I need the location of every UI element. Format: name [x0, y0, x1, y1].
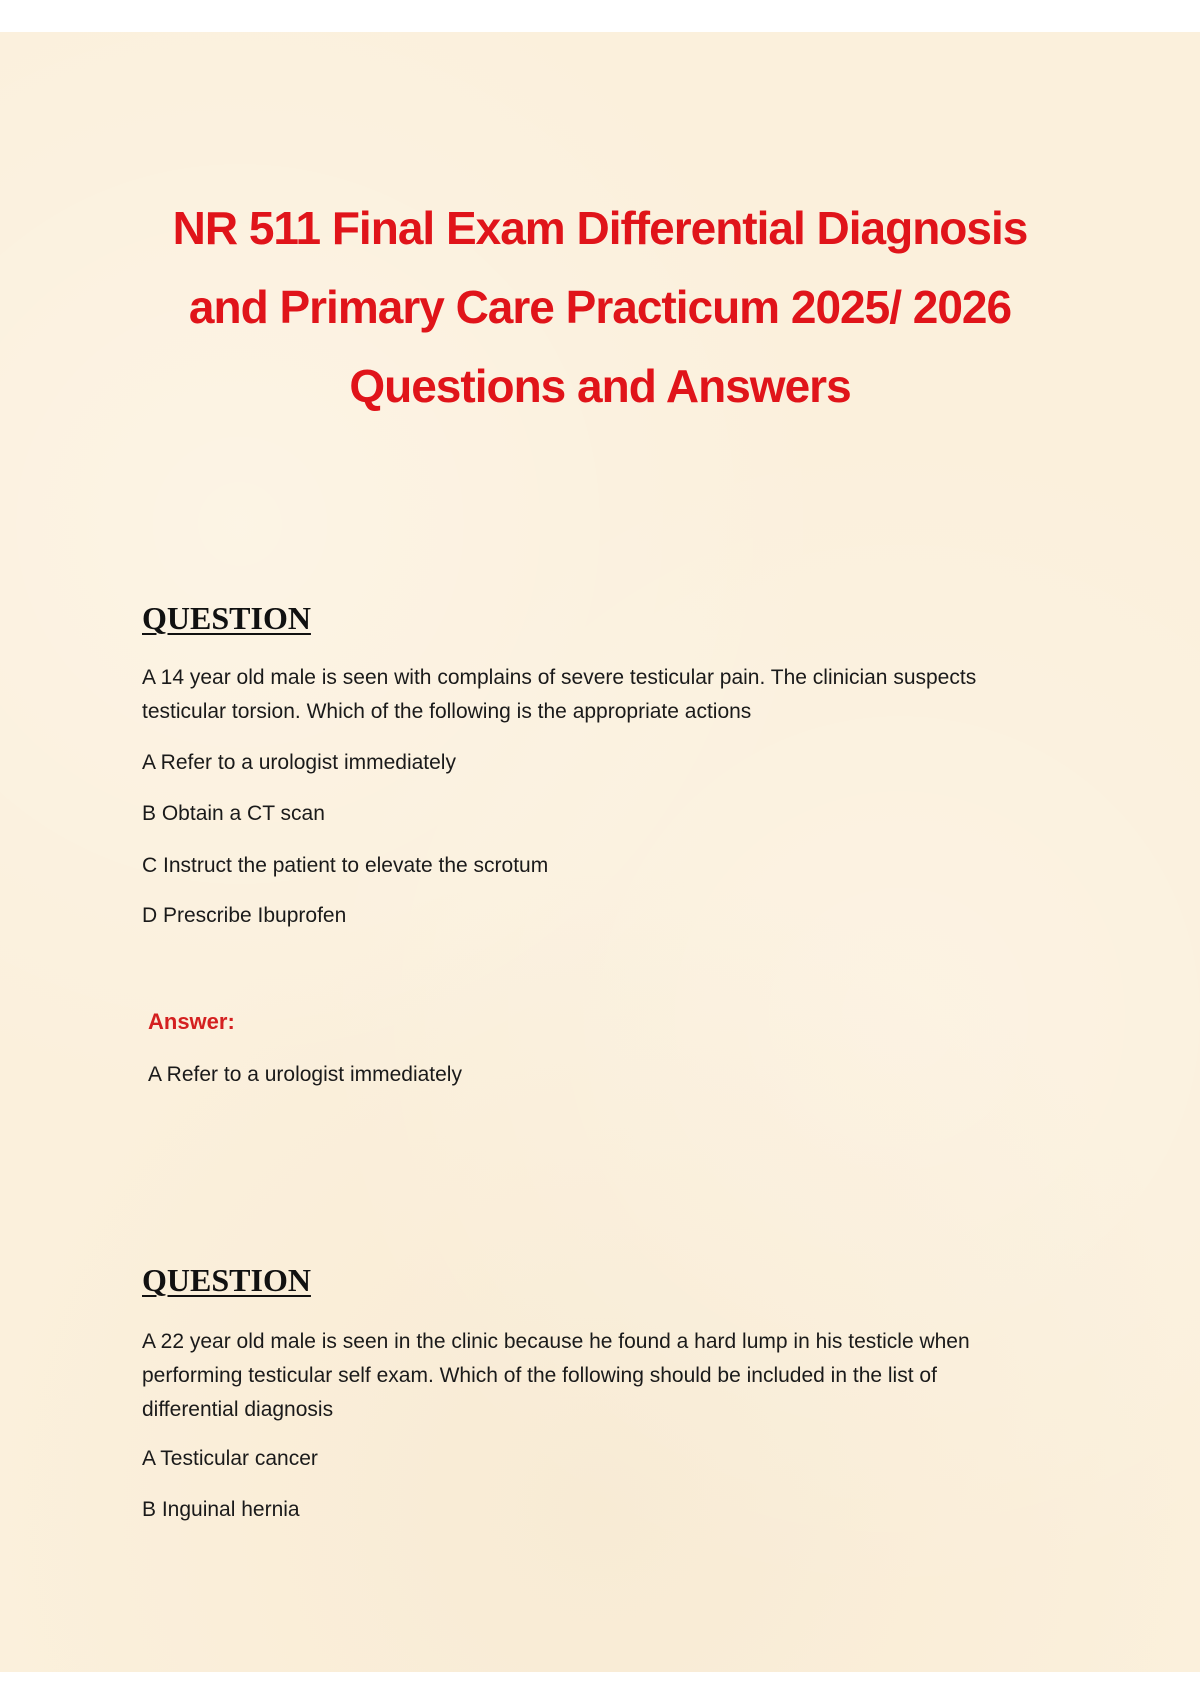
answer-option: A Refer to a urologist immediately — [142, 751, 456, 774]
title-line: NR 511 Final Exam Differential Diagnosis — [172, 201, 1028, 254]
title-line: and Primary Care Practicum 2025/ 2026 — [188, 280, 1012, 333]
document-title — [140, 189, 1060, 426]
answer-option: B Inguinal hernia — [142, 1498, 300, 1521]
question-heading: QUESTION — [142, 1262, 311, 1298]
question-heading: QUESTION — [142, 600, 311, 636]
answer-option: C Instruct the patient to elevate the scrotum — [142, 854, 549, 877]
answer-text: A Refer to a urologist immediately — [148, 1063, 462, 1086]
answer-option: A Testicular cancer — [142, 1447, 318, 1470]
answer-option: D Prescribe Ibuprofen — [142, 904, 347, 927]
answer-option: B Obtain a CT scan — [142, 802, 325, 825]
answer-label: Answer: — [148, 1009, 235, 1034]
question-text: A 14 year old male is seen with complains of severe testicular pain. The clinician suspects testicular torsion. Which of the following is the appropriate actions — [142, 666, 977, 723]
title-line: Questions and Answers — [349, 359, 851, 412]
question-text: A 22 year old male is seen in the clinic because he found a hard lump in his testicle when performing testicular self exam. Which of the following should be included in the list of differential diagnosis — [142, 1330, 970, 1421]
